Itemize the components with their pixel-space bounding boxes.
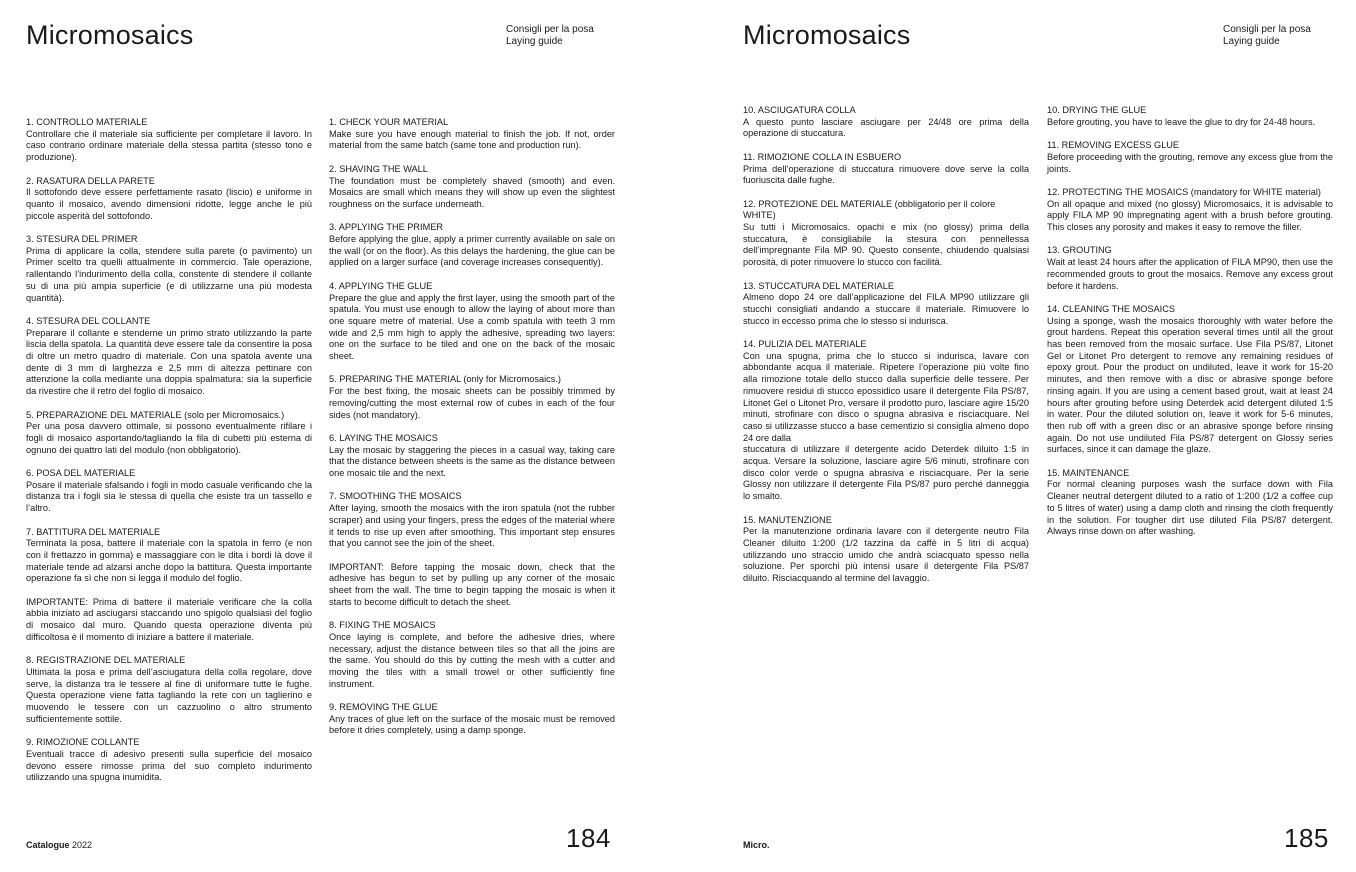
- section-heading: 14. PULIZIA DEL MATERIALE: [743, 339, 867, 349]
- subtitle-english: Laying guide: [506, 36, 563, 47]
- section-heading: 15. MAINTENANCE: [1047, 467, 1130, 478]
- section-body: Before grouting, you have to leave the glue to dry for 24-48 hours.: [1047, 116, 1316, 127]
- instruction-section: [329, 281, 615, 363]
- section-body: The foundation must be completely shaved (smooth) and even. Mosaics are small which means they will show up even the slightest roughness on the surface underneath.: [329, 175, 615, 209]
- instruction-section: [26, 117, 312, 164]
- page-number: 184: [566, 823, 611, 853]
- instruction-section: [26, 655, 312, 725]
- instruction-section: [1047, 140, 1333, 175]
- section-body: Su tutti i Micromosaics. opachi e mix (no glossy) prima della stuccatura, è consigliabile la stesura con pennellessa dell’impregnante Fila MP 90. Questo consente, chiudendo qualsiasi porosità, di poter rimuovere lo stucco con facilità.: [743, 222, 1029, 268]
- instruction-section: [329, 620, 615, 690]
- section-body: For the best fixing, the mosaic sheets can be possibly trimmed by removing/cutting the most external row of cubes in each of the four sides (not mandatory).: [329, 386, 615, 420]
- instruction-section: [329, 491, 615, 550]
- section-body: Before applying the glue, apply a primer currently available on sale on the wall (or on the floor). As this delays the hardening, the glue can be applied on a larger surface (and coverage increases consequently).: [329, 234, 615, 268]
- page-subtitle: [506, 24, 594, 48]
- section-body: Con una spugna, prima che lo stucco si indurisca, lavare con abbondante acqua il materiale. Ripetere l’operazione più volte fino alla rimozione totale dello stucco dalla superficie delle tessere. Per rimuovere residui di stucco epossidico usare il detergente Fila PS/87, Litonet Gel o Litonet Pro, versare il prodotto puro, lasciare agire 15/20 minuti, strofinare con disco o spugna abrasiva e risciacquare. Nel caso si utilizzasse stucco a base cementizio si consiglia almeno dopo 24 ore dalla: [743, 350, 1029, 443]
- section-heading: 12. PROTECTING THE MOSAICS (mandatory for WHITE material): [1047, 186, 1321, 197]
- instruction-section: [26, 176, 312, 223]
- page-title: Micromosaics: [26, 20, 194, 50]
- footer-bold: Micro.: [743, 840, 770, 850]
- instruction-section: [743, 199, 1029, 269]
- section-heading: 2. SHAVING THE WALL: [329, 163, 428, 174]
- section-body: Terminata la posa, battere il materiale con la spatola in ferro (e non con il frettazzo in gomma) e massaggiare con le dita i bordi là dove il materiale tende ad alzarsi anche dopo la battitura. Questa importante operazione fa sì che non si legga il modulo del foglio.: [26, 538, 312, 584]
- page-title: Micromosaics: [743, 20, 911, 50]
- section-body: IMPORTANT: Before tapping the mosaic down, check that the adhesive has begun to set by pulling up any corner of the mosaic sheet from the wall. The time to begin tapping the mosaic is when it starts to become difficult to detach the sheet.: [329, 561, 615, 607]
- page-subtitle: [1223, 24, 1311, 48]
- instruction-section: [26, 410, 312, 457]
- subtitle-english: Laying guide: [1223, 36, 1280, 47]
- column-english: [329, 117, 615, 749]
- instruction-section: [743, 281, 1029, 328]
- section-heading: 15. MANUTENZIONE: [743, 514, 832, 525]
- section-body: Preparare il collante e stenderne un primo strato utilizzando la parte liscia della spatola. La quantità deve essere tale da consentire la posa di oltre un metro quadro di materiale. Con una spatola avente una dente di 3 mm di larghezza e 2,5 mm di altezza pettinare con attenzione la colla mediante una doppia spalmatura: sia la superficie da rivestire che il retro del foglio di mosaico.: [26, 327, 312, 397]
- section-heading: 7. SMOOTHING THE MOSAICS: [329, 491, 462, 502]
- section-heading: 9. REMOVING THE GLUE: [329, 702, 438, 713]
- section-body: For normal cleaning purposes wash the surface down with Fila Cleaner neutral detergent diluted to a ratio of 1:200 (1/2 a coffee cup to 5 litres of water) using a damp cloth and rinsing the cloth frequently in the solution. For tougher dirt use diluted Fila PS/87 detergent. Always rinse down on after washing.: [1047, 479, 1333, 537]
- section-body: Wait at least 24 hours after the application of FILA MP90, then use the recommended grouts to grout the mosaics. Remove any excess grout before it hardens.: [1047, 257, 1333, 291]
- section-heading: 13. STUCCATURA DEL MATERIALE: [743, 280, 894, 291]
- section-heading: 5. PREPARAZIONE DEL MATERIALE (solo per Micromosaics.): [26, 409, 285, 420]
- instruction-section: [26, 527, 312, 586]
- section-body: Almeno dopo 24 ore dall’applicazione del FILA MP90 utilizzare gli stucchi consigliati andando a stuccare il materiale. Rimuovere lo stucco in eccesso prima che lo stesso si indurisca.: [743, 292, 1029, 326]
- section-heading: 13. GROUTING: [1047, 245, 1112, 256]
- section-heading: 2. RASATURA DELLA PARETE: [26, 175, 155, 186]
- section-body: Any traces of glue left on the surface of the mosaic must be removed before it dries completely, using a damp sponge.: [329, 713, 615, 736]
- subtitle-italian: Consigli per la posa: [506, 24, 594, 35]
- section-heading: 3. APPLYING THE PRIMER: [329, 222, 444, 233]
- section-heading: 14. CLEANING THE MOSAICS: [1047, 303, 1175, 314]
- instruction-section: [743, 515, 1029, 585]
- right-page: [678, 0, 1356, 872]
- column-italian: [743, 105, 1029, 596]
- section-body: Ultimata la posa e prima dell’asciugatura della colla regolare, dove serve, la distanza tra le tessere al fine di uniformare tutte le fughe. Questa operazione viene fatta tagliando la rete con un taglierino e muovendo le tessere con un cazzuolino o altro strumento sufficientemente sottile.: [26, 666, 312, 724]
- section-heading: 11. REMOVING EXCESS GLUE: [1047, 140, 1180, 151]
- instruction-section: [26, 737, 312, 784]
- instruction-section: [329, 222, 615, 269]
- section-heading: 4. STESURA DEL COLLANTE: [26, 315, 151, 326]
- instruction-section: [329, 562, 615, 609]
- instruction-section: [1047, 187, 1333, 234]
- section-heading: 7. BATTITURA DEL MATERIALE: [26, 526, 161, 537]
- footer-bold: Catalogue: [26, 840, 70, 850]
- instruction-section: [1047, 105, 1333, 128]
- section-heading: 10. DRYING THE GLUE: [1047, 105, 1147, 115]
- footer-label: [743, 840, 770, 850]
- footer-year: 2022: [72, 840, 93, 850]
- section-body: Lay the mosaic by staggering the pieces in a casual way, taking care that the distance between sheets is the same as the distance between one mosaic tile and the next.: [329, 444, 615, 479]
- instruction-section: [743, 105, 1029, 140]
- section-body: Per la manutenzione ordinaria lavare con il detergente neutro Fila Cleaner diluito 1:200 (1/2 tazzina da caffè in 5 litri di acqua) utilizzando uno straccio umido che andrà sciacquato spesso nella soluzione. Per sporchi più intensi usare il detergente Fila PS/87 diluito. Risciacquando al termine del lavaggio.: [743, 526, 1029, 584]
- section-heading: 3. STESURA DEL PRIMER: [26, 234, 138, 244]
- section-body: Using a sponge, wash the mosaics thoroughly with water before the grout hardens. Repeat this operation several times until all the grout has been removed from the mosaic surface. Use Fila PS/87, Litonet Gel or Litonet Pro detergent to remove any remaining residues of epoxy grout. Pour the product on undiluted, leave it work for 15-20 minutes, and then remove with a disc or abrasive sponge before rinsing again. If you are using a cement based grout, wait at least 24 hours after grouting before using Deterdek acid detergent diluted 1:5 in water. Pour the diluted solution on, leave it work for 5-6 minutes, then rub off with a green disc or an abrasive sponge before rinsing again. Do not use undiluted Fila PS/87 detergent on Glossy series surfaces, since it can damage the glaze.: [1047, 315, 1333, 455]
- section-body: Il sottofondo deve essere perfettamente rasato (liscio) e uniforme in quanto il mosaico, avendo dimensioni ridotte, legge anche le più piccole asperità del sottofondo.: [26, 187, 312, 221]
- section-heading: 4. APPLYING THE GLUE: [329, 280, 433, 291]
- section-body: After laying, smooth the mosaics with the iron spatula (not the rubber scraper) and using your fingers, press the edges of the material where it tends to rise up even after smoothing. This important step ensures that you cannot see the join of the sheet.: [329, 503, 615, 549]
- column-italian: [26, 117, 312, 796]
- section-heading: 11. RIMOZIONE COLLA IN ESBUERO: [743, 151, 902, 162]
- instruction-section: [329, 164, 615, 211]
- section-body: Before proceeding with the grouting, remove any excess glue from the joints.: [1047, 151, 1333, 174]
- section-body: IMPORTANTE: Prima di battere il materiale verificare che la colla abbia iniziato ad asciugarsi staccando uno spigolo qualsiasi del foglio di mosaico dal muro. Quando questa operazione diventa più difficoltosa è il momento di iniziare a battere il materiale.: [26, 596, 312, 642]
- section-heading: 5. PREPARING THE MATERIAL (only for Micromosaics.): [329, 374, 561, 385]
- section-heading: 8. REGISTRAZIONE DEL MATERIALE: [26, 655, 186, 666]
- footer-label: [26, 840, 92, 850]
- instruction-section: [26, 468, 312, 515]
- subtitle-italian: Consigli per la posa: [1223, 24, 1311, 35]
- section-body: A questo punto lasciare asciugare per 24/48 ore prima della operazione di stuccatura.: [743, 116, 1029, 139]
- section-body: Controllare che il materiale sia sufficiente per completare il lavoro. In caso contrario ordinare materiale della stessa partita (stesso tono e produzione).: [26, 128, 312, 163]
- section-body: Eventuali tracce di adesivo presenti sulla superficie del mosaico devono essere rimosse prima del suo completo indurimento utilizzando una spugna inumidita.: [26, 748, 312, 783]
- instruction-section: [26, 597, 312, 644]
- section-body: Prima dell’operazione di stuccatura rimuovere dove serve la colla fuoriuscita dalle fughe.: [743, 163, 1029, 186]
- instruction-section: [1047, 245, 1333, 292]
- instruction-section: [329, 702, 615, 737]
- section-heading: 1. CONTROLLO MATERIALE: [26, 117, 148, 127]
- instruction-section: [743, 339, 1029, 503]
- section-heading: 6. POSA DEL MATERIALE: [26, 468, 136, 479]
- section-body: Per una posa davvero ottimale, si possono eventualmente rifilare i fogli di mosaico asportando/tagliando la fila di cubetti più esterna di ognuno dei quattro lati del modulo (non obbligatorio).: [26, 421, 312, 455]
- section-heading: 6. LAYING THE MOSAICS: [329, 432, 438, 443]
- instruction-section: [743, 152, 1029, 187]
- section-body: stuccatura di utilizzare il detergente acido Deterdek diluito 1:5 in acqua. Versare la soluzione, lasciare agire 5/6 minuti, strofinare con disco color verde o spugna abrasiva e risciacquare. Per la serie Glossy non utilizzare il detergente Fila PS/87 puro perché danneggia lo smalto.: [743, 444, 1029, 502]
- instruction-section: [1047, 304, 1333, 456]
- section-body: Make sure you have enough material to finish the job. If not, order material from the same batch (same tone and production run).: [329, 128, 615, 151]
- section-body: Posare il materiale sfalsando i fogli in modo casuale verificando che la distanza tra i fogli sia le stessa di quella che esiste tra un tassello e l’altro.: [26, 479, 312, 514]
- column-english: [1047, 105, 1333, 550]
- section-heading: 9. RIMOZIONE COLLANTE: [26, 737, 140, 748]
- instruction-section: [26, 234, 312, 304]
- page-number: 185: [1284, 823, 1329, 853]
- section-body: Prima di applicare la colla, stendere sulla parete (o pavimento) un Primer scelto tra quelli attualmente in commercio. Tale operazione, rallentando l’indurimento della colla, constente di stendere il collante su di una più ampia superficie (e di utilizzarne una più modesta quantità).: [26, 245, 312, 303]
- section-body: On all opaque and mixed (no glossy) Micromosaics, it is advisable to apply FILA MP 90 impregnating agent with a brush before grouting. This closes any porosity and makes it easy to remove the filler.: [1047, 198, 1333, 232]
- instruction-section: [329, 433, 615, 480]
- section-heading: 1. CHECK YOUR MATERIAL: [329, 117, 449, 127]
- section-body: Prepare the glue and apply the first layer, using the smooth part of the spatula. You must use enough to allow the laying of about more than one square metre of material. Use a comb spatula with teeth 3 mm wide and 2,5 mm high to apply the adhesive, spreading two layers: one on the surface to be tiled and one on the back of the mosaic sheet.: [329, 292, 615, 362]
- instruction-section: [329, 374, 615, 421]
- section-heading: 8. FIXING THE MOSAICS: [329, 620, 436, 631]
- section-body: Once laying is complete, and before the adhesive dries, where necessary, adjust the distance between tiles so that all the joins are the same. You should do this by cutting the mesh with a cutter and moving the tiles with a small trowel or other sufficiently fine instrument.: [329, 631, 615, 689]
- section-heading: 10. ASCIUGATURA COLLA: [743, 105, 856, 115]
- instruction-section: [26, 316, 312, 398]
- instruction-section: [1047, 468, 1333, 538]
- instruction-section: [329, 117, 615, 152]
- section-heading: 12. PROTEZIONE DEL MATERIALE (obbligatorio per il colore WHITE): [743, 198, 996, 221]
